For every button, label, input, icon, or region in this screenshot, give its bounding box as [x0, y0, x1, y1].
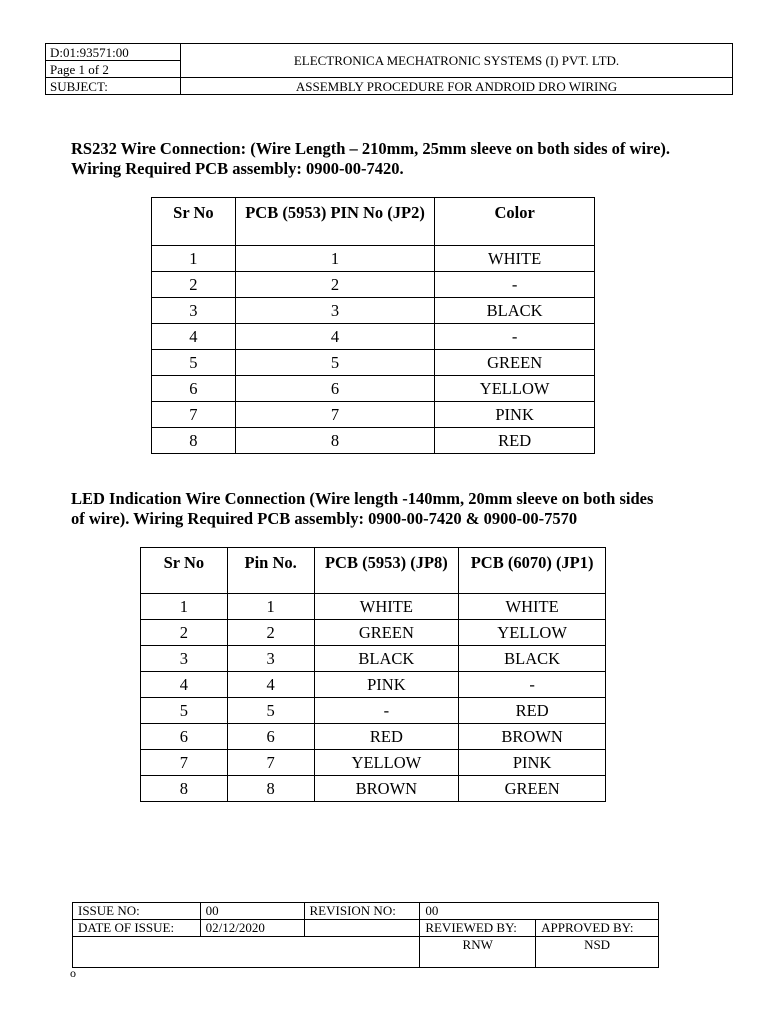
table-cell: YELLOW [314, 750, 459, 776]
table-row [152, 402, 595, 428]
table-cell: GREEN [459, 776, 606, 802]
table-cell: 6 [141, 724, 228, 750]
revision-no: 00 [420, 903, 659, 920]
table-cell: 1 [152, 246, 236, 272]
table-cell: BROWN [314, 776, 459, 802]
company-name: ELECTRONICA MECHATRONIC SYSTEMS (I) PVT. LTD. [181, 44, 733, 78]
table-cell: 5 [235, 350, 434, 376]
table-cell: RED [459, 698, 606, 724]
table-cell: 8 [235, 428, 434, 454]
footer-blank-cell [304, 920, 420, 937]
table-cell: - [435, 272, 595, 298]
column-header: PCB (6070) (JP1) [459, 548, 606, 594]
approved-by: NSD [536, 937, 659, 968]
table-cell: 5 [141, 698, 228, 724]
column-header: PCB (5953) (JP8) [314, 548, 459, 594]
footer-blank-cell [73, 937, 420, 968]
date-of-issue: 02/12/2020 [200, 920, 304, 937]
approved-by-label: APPROVED BY: [536, 920, 659, 937]
table-cell: YELLOW [459, 620, 606, 646]
table-cell: 1 [227, 594, 314, 620]
revision-no-label: REVISION NO: [304, 903, 420, 920]
issue-no: 00 [200, 903, 304, 920]
document-footer [72, 902, 659, 968]
table-row [152, 272, 595, 298]
table-row [152, 428, 595, 454]
table-cell: WHITE [314, 594, 459, 620]
table-cell: 4 [152, 324, 236, 350]
table-row [152, 298, 595, 324]
table-cell: 6 [227, 724, 314, 750]
table-cell: GREEN [435, 350, 595, 376]
table-cell: 1 [141, 594, 228, 620]
table-cell: 7 [152, 402, 236, 428]
table-row [152, 350, 595, 376]
table-cell: 5 [227, 698, 314, 724]
table-cell: - [435, 324, 595, 350]
table-cell: 2 [227, 620, 314, 646]
column-header: Sr No [152, 198, 236, 246]
table-header-row [152, 198, 595, 246]
issue-no-label: ISSUE NO: [73, 903, 201, 920]
table-cell: WHITE [459, 594, 606, 620]
table-cell: 3 [152, 298, 236, 324]
table-row [141, 698, 606, 724]
reviewed-by: RNW [420, 937, 536, 968]
table-cell: BROWN [459, 724, 606, 750]
table-cell: GREEN [314, 620, 459, 646]
led-table [140, 547, 606, 802]
table-row [141, 672, 606, 698]
column-header: Sr No [141, 548, 228, 594]
table-cell: - [459, 672, 606, 698]
table-cell: 7 [141, 750, 228, 776]
table-cell: PINK [459, 750, 606, 776]
table-cell: 6 [235, 376, 434, 402]
table-row [141, 646, 606, 672]
rs232-table [151, 197, 595, 454]
document-header [45, 43, 733, 95]
rs232-heading: RS232 Wire Connection: (Wire Length – 210mm, 25mm sleeve on both sides of wire). Wiring Required PCB assembly: 0900-00-7420. [71, 139, 671, 178]
led-heading: LED Indication Wire Connection (Wire length -140mm, 20mm sleeve on both sides of wire). Wiring Required PCB assembly: 0900-00-7420 & 0900-00-7570 [71, 489, 654, 528]
table-cell: 8 [152, 428, 236, 454]
table-cell: - [314, 698, 459, 724]
column-header: PCB (5953) PIN No (JP2) [235, 198, 434, 246]
table-cell: 8 [141, 776, 228, 802]
table-cell: BLACK [435, 298, 595, 324]
subject-text: ASSEMBLY PROCEDURE FOR ANDROID DRO WIRING [181, 78, 733, 95]
page-mark: o [70, 966, 76, 980]
reviewed-by-label: REVIEWED BY: [420, 920, 536, 937]
table-cell: 4 [141, 672, 228, 698]
table-cell: 2 [152, 272, 236, 298]
table-cell: 2 [235, 272, 434, 298]
table-cell: 4 [227, 672, 314, 698]
table-row [141, 724, 606, 750]
table-cell: 3 [227, 646, 314, 672]
table-cell: PINK [435, 402, 595, 428]
column-header: Color [435, 198, 595, 246]
column-header: Pin No. [227, 548, 314, 594]
table-row [141, 620, 606, 646]
table-row [141, 594, 606, 620]
table-cell: RED [314, 724, 459, 750]
table-cell: 5 [152, 350, 236, 376]
table-cell: 1 [235, 246, 434, 272]
table-cell: 3 [141, 646, 228, 672]
table-cell: WHITE [435, 246, 595, 272]
date-of-issue-label: DATE OF ISSUE: [73, 920, 201, 937]
table-cell: 3 [235, 298, 434, 324]
table-cell: BLACK [459, 646, 606, 672]
table-cell: PINK [314, 672, 459, 698]
table-row [141, 750, 606, 776]
table-row [152, 324, 595, 350]
table-row [152, 376, 595, 402]
table-cell: 7 [235, 402, 434, 428]
table-cell: 7 [227, 750, 314, 776]
table-cell: 2 [141, 620, 228, 646]
doc-id: D:01:93571:00 [46, 44, 181, 61]
table-row [141, 776, 606, 802]
table-cell: BLACK [314, 646, 459, 672]
table-cell: RED [435, 428, 595, 454]
table-cell: 6 [152, 376, 236, 402]
table-cell: YELLOW [435, 376, 595, 402]
subject-label: SUBJECT: [46, 78, 181, 95]
table-header-row [141, 548, 606, 594]
table-cell: 4 [235, 324, 434, 350]
table-row [152, 246, 595, 272]
page-number: Page 1 of 2 [46, 61, 181, 78]
table-cell: 8 [227, 776, 314, 802]
